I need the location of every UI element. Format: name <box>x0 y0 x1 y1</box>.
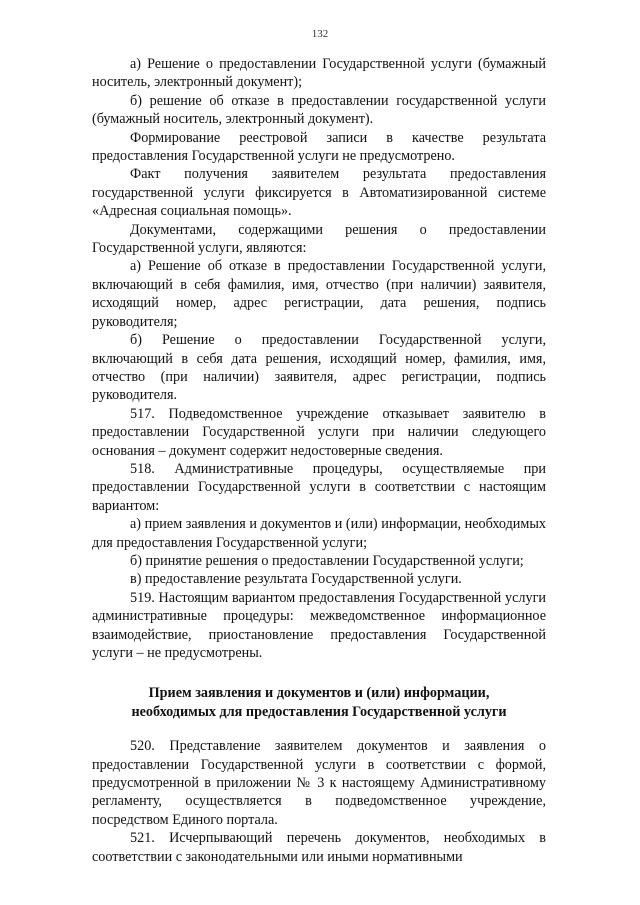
paragraph: 518. Административные процедуры, осуществляемые при предоставлении Государственной услуги в соответствии с настоящим вариантом: <box>92 460 546 514</box>
section-heading-line: Прием заявления и документов и (или) информации, <box>148 685 490 702</box>
paragraph: Факт получения заявителем результата предоставления государственной услуги фиксируется в Автоматизированной системе «Адресная социальная помощь». <box>92 166 546 220</box>
paragraph: в) предоставление результата Государственной услуги. <box>130 571 462 588</box>
paragraph: а) прием заявления и документов и (или) информации, необходимых для предоставления Государственной услуги; <box>92 516 546 551</box>
paragraph: б) решение об отказе в предоставлении государственной услуги (бумажный носитель, электронный документ). <box>92 92 546 128</box>
section-heading <box>92 684 546 721</box>
paragraph: 517. Подведомственное учреждение отказывает заявителю в предоставлении Государственной услуги при наличии следующего основания – документ содержит недостоверные сведения. <box>92 405 546 459</box>
page-number: 132 <box>311 28 329 40</box>
paragraph: Документами, содержащими решения о предоставлении Государственной услуги, являются: <box>92 221 546 257</box>
paragraph: б) принятие решения о предоставлении Государственной услуги; <box>130 552 524 569</box>
section-heading-line: необходимых для предоставления Государственной услуги <box>131 703 507 720</box>
paragraph: а) Решение об отказе в предоставлении Государственной услуги, включающий в себя фамилия, имя, отчество (при наличии) заявителя, исходящий номер, адрес регистрации, дата решения, подпись руководителя; <box>92 258 546 330</box>
paragraph: Формирование реестровой записи в качестве результата предоставления Государственной услуги не предусмотрено. <box>92 129 546 165</box>
paragraph: 520. Представление заявителем документов и заявления о предоставлении Государственной услуги в соответствии с формой, предусмотренной в приложении № 3 к настоящему Административному регламенту, осуществляется в подведомственное учреждение, посредством Единого портала. <box>92 738 546 828</box>
paragraph: б) Решение о предоставлении Государственной услуги, включающий в себя дата решения, исходящий номер, фамилия, имя, отчество (при наличии) заявителя, адрес регистрации, подпись руководителя. <box>92 332 546 404</box>
document-body <box>92 55 546 866</box>
paragraph: 521. Исчерпывающий перечень документов, необходимых в соответствии с законодательными или иными нормативными <box>92 830 546 865</box>
paragraph: 519. Настоящим вариантом предоставления Государственной услуги административные процедуры: межведомственное информационное взаимодействие, приостановление предоставления Государственной услуги – не предусмотрены. <box>92 589 546 661</box>
paragraph: а) Решение о предоставлении Государственной услуги (бумажный носитель, электронный документ); <box>92 56 546 91</box>
